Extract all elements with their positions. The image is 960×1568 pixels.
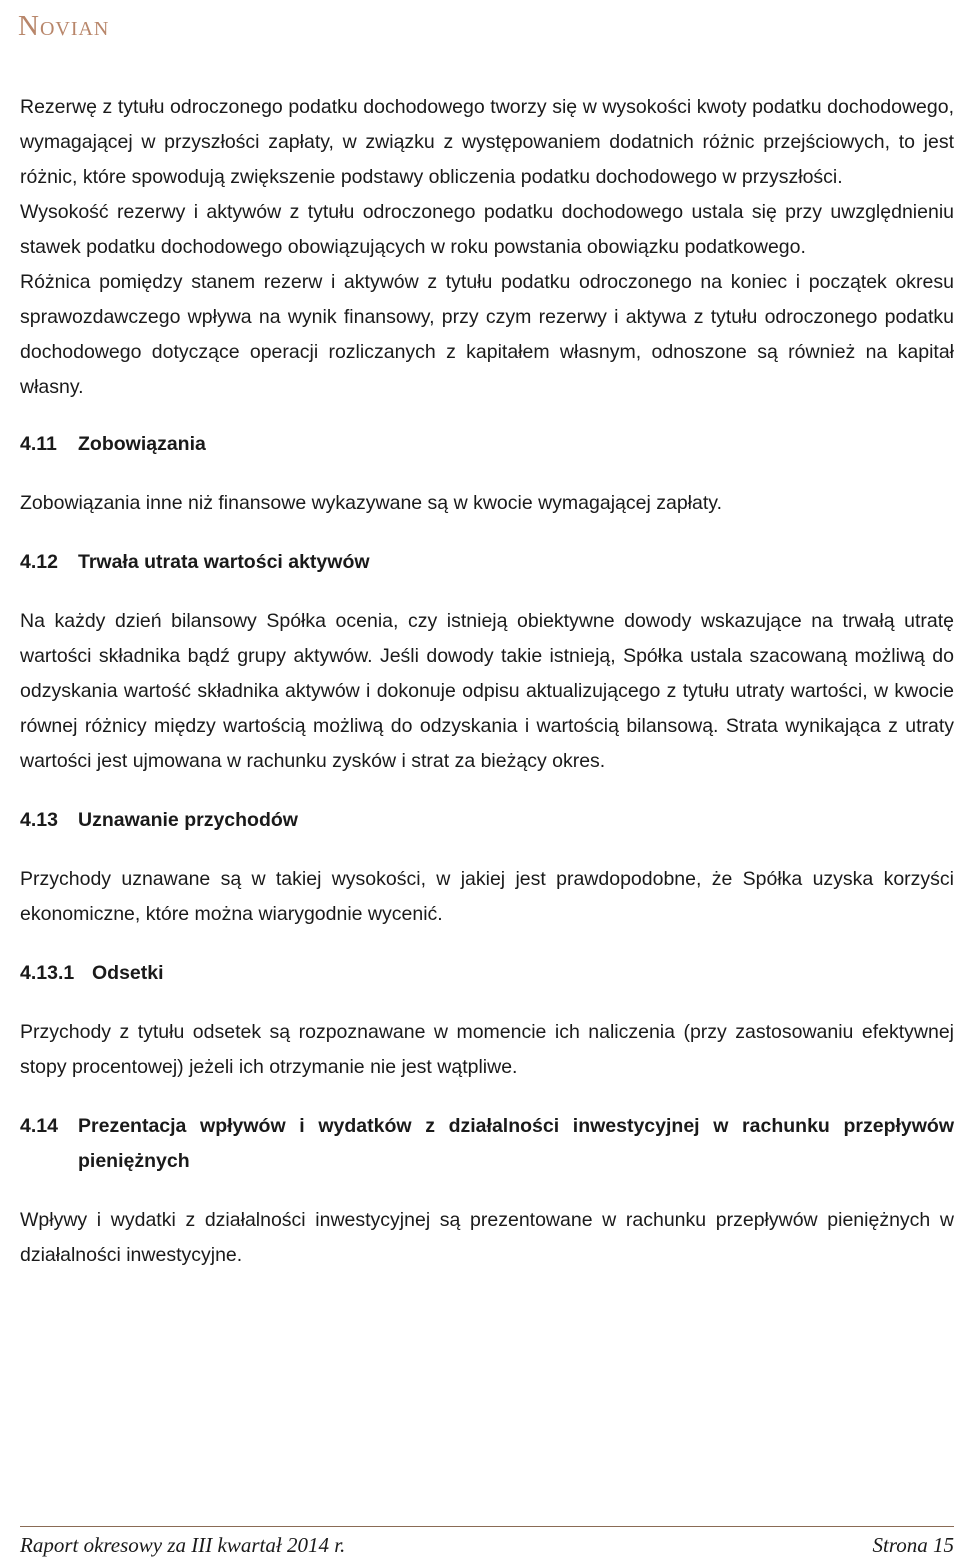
- section-title: Odsetki: [92, 962, 164, 984]
- section-number: 4.13.1: [20, 962, 75, 984]
- section-title: Zobowiązania: [78, 433, 206, 455]
- paragraph-investment-cashflows: Wpływy i wydatki z działalności inwestycyjnej są prezentowane w rachunku przepływów pieniężnych w działalności inwestycyjne.: [20, 1209, 954, 1266]
- document-body: [20, 90, 954, 1273]
- section-number: 4.13: [20, 809, 58, 831]
- section-title: Uznawanie przychodów: [78, 809, 298, 831]
- section-heading-4-13-1: [20, 956, 954, 991]
- page-number: Strona 15: [872, 1533, 954, 1557]
- section-heading-4-14: [20, 1109, 954, 1179]
- section-number: 4.12: [20, 551, 58, 573]
- section-heading-4-13: [20, 803, 954, 838]
- company-logo: Novian: [18, 10, 110, 42]
- paragraph-liabilities: Zobowiązania inne niż finansowe wykazywane są w kwocie wymagającej zapłaty.: [20, 492, 722, 514]
- section-number: 4.14: [20, 1115, 58, 1137]
- page-footer: [20, 1526, 954, 1558]
- section-heading-4-12: [20, 545, 954, 580]
- section-title: Trwała utrata wartości aktywów: [78, 551, 370, 573]
- section-title: Prezentacja wpływów i wydatków z działalności inwestycyjnej w rachunku przepływów pieniężnych: [78, 1115, 954, 1172]
- paragraph-interest: Przychody z tytułu odsetek są rozpoznawane w momencie ich naliczenia (przy zastosowaniu efektywnej stopy procentowej) jeżeli ich otrzymanie nie jest wątpliwe.: [20, 1021, 954, 1078]
- section-heading-4-11: [20, 427, 954, 462]
- paragraph-revenue-recognition: Przychody uznawane są w takiej wysokości, w jakiej jest prawdopodobne, że Spółka uzyska korzyści ekonomiczne, które można wiarygodnie wycenić.: [20, 868, 954, 925]
- paragraph-reserve-difference: Różnica pomiędzy stanem rezerw i aktywów z tytułu podatku odroczonego na koniec i początek okresu sprawozdawczego wpływa na wynik finansowy, przy czym rezerwy i aktywa z tytułu odroczonego podatku dochodowego dotyczące operacji rozliczanych z kapitałem własnym, odnoszone są również na kapitał własny.: [20, 271, 954, 398]
- paragraph-impairment: Na każdy dzień bilansowy Spółka ocenia, czy istnieją obiektywne dowody wskazujące na trwałą utratę wartości składnika bądź grupy aktywów. Jeśli dowody takie istnieją, Spółka ustala szacowaną możliwą do odzyskania wartość składnika aktywów i dokonuje odpisu aktualizującego z tytułu utraty wartości, w kwocie równej różnicy między wartością możliwą do odzyskania i wartością bilansową. Strata wynikająca z utraty wartości jest ujmowana w rachunku zysków i strat za bieżący okres.: [20, 610, 954, 772]
- report-title: Raport okresowy za III kwartał 2014 r.: [20, 1533, 346, 1557]
- paragraph-deferred-tax-reserve: Rezerwę z tytułu odroczonego podatku dochodowego tworzy się w wysokości kwoty podatku dochodowego, wymagającej w przyszłości zapłaty, w związku z występowaniem dodatnich różnic przejściowych, to jest różnic, które spowodują zwiększenie podstawy obliczenia podatku dochodowego w przyszłości.: [20, 96, 954, 188]
- section-number: 4.11: [20, 433, 57, 455]
- paragraph-reserve-amount: Wysokość rezerwy i aktywów z tytułu odroczonego podatku dochodowego ustala się przy uwzględnieniu stawek podatku dochodowego obowiązujących w roku powstania obowiązku podatkowego.: [20, 201, 954, 258]
